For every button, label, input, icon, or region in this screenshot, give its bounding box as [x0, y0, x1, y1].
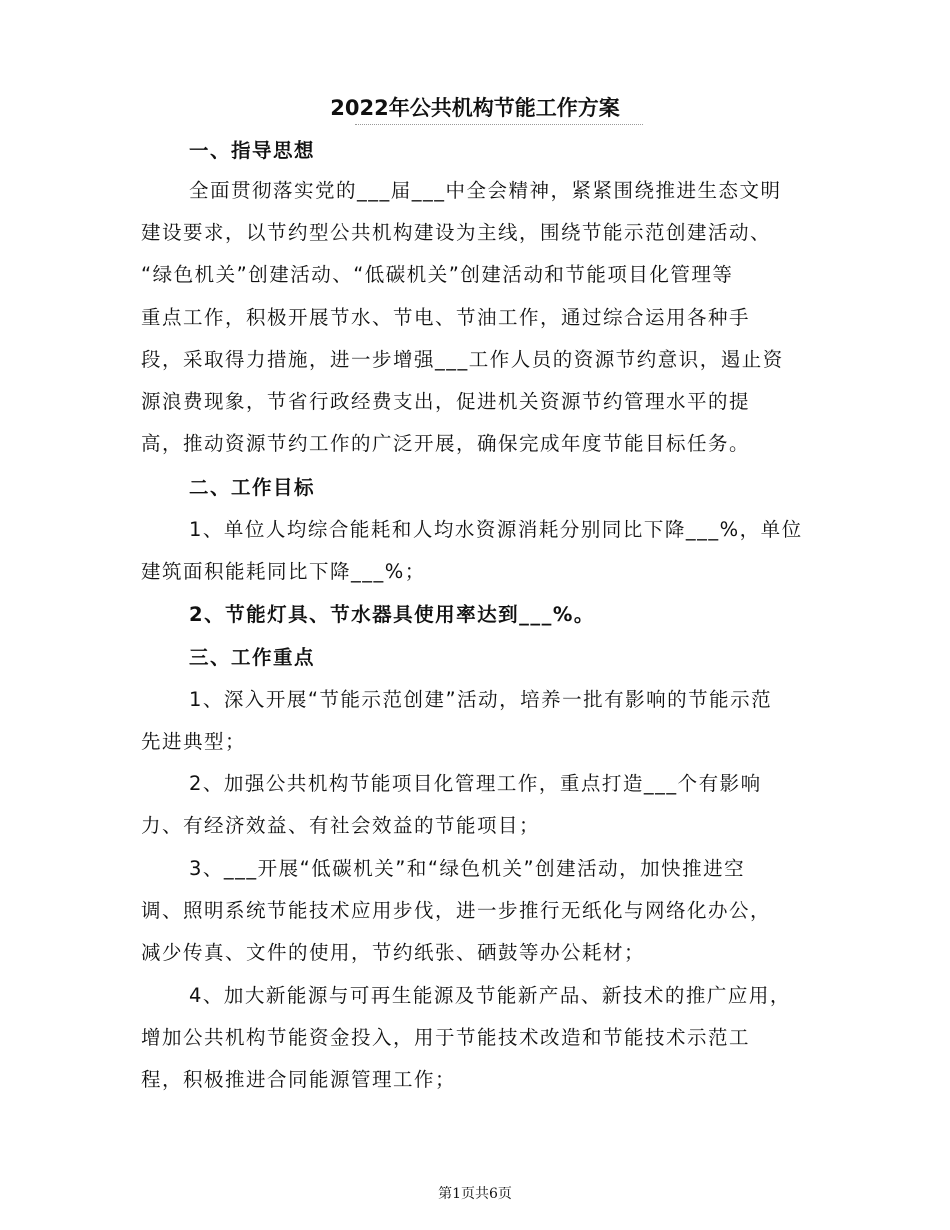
paragraph-line: 1、单位人均综合能耗和人均水资源消耗分别同比下降___%，单位	[189, 518, 803, 541]
paragraph-line: “绿色机关”创建活动、“低碳机关”创建活动和节能项目化管理等	[141, 263, 734, 286]
paragraph-line: 增加公共机构节能资金投入，用于节能技术改造和节能技术示范工	[141, 1026, 751, 1049]
goal-item-bold: 2、节能灯具、节水器具使用率达到___%。	[189, 603, 595, 626]
paragraph-line: 程，积极推进合同能源管理工作；	[141, 1068, 457, 1091]
paragraph-line: 3、___开展“低碳机关”和“绿色机关”创建活动，加快推进空	[189, 857, 746, 880]
page-number: 第1页共6页	[438, 1186, 512, 1202]
paragraph-line: 调、照明系统节能技术应用步伐，进一步推行无纸化与网络化办公，	[141, 899, 772, 922]
paragraph-line: 力、有经济效益、有社会效益的节能项目；	[141, 814, 541, 837]
paragraph-line: 源浪费现象，节省行政经费支出，促进机关资源节约管理水平的提	[141, 390, 751, 413]
paragraph-line: 高，推动资源节约工作的广泛开展，确保完成年度节能目标任务。	[141, 432, 751, 455]
paragraph-line: 1、深入开展“节能示范创建”活动，培养一批有影响的节能示范	[189, 688, 773, 711]
paragraph-line: 段，采取得力措施，进一步增强___工作人员的资源节约意识，遏止资	[141, 348, 784, 371]
section-heading-guiding-ideology: 一、指导思想	[189, 139, 316, 162]
paragraph-line: 全面贯彻落实党的___届___中全会精神，紧紧围绕推进生态文明	[189, 179, 782, 202]
section-heading-work-goals: 二、工作目标	[189, 476, 316, 499]
paragraph-line: 重点工作，积极开展节水、节电、节油工作，通过综合运用各种手	[141, 306, 751, 329]
paragraph-line: 4、加大新能源与可再生能源及节能新产品、新技术的推广应用，	[189, 984, 791, 1007]
section-heading-work-focus: 三、工作重点	[189, 646, 316, 669]
paragraph-line: 建筑面积能耗同比下降___%；	[141, 560, 426, 583]
paragraph-line: 先进典型；	[141, 730, 247, 753]
document-title: 2022年公共机构节能工作方案	[330, 96, 620, 120]
paragraph-line: 减少传真、文件的使用，节约纸张、硒鼓等办公耗材；	[141, 941, 646, 964]
paragraph-line: 2、加强公共机构节能项目化管理工作，重点打造___个有影响	[189, 772, 762, 795]
paragraph-line: 建设要求，以节约型公共机构建设为主线，围绕节能示范创建活动、	[141, 221, 772, 244]
title-underline	[355, 124, 643, 125]
